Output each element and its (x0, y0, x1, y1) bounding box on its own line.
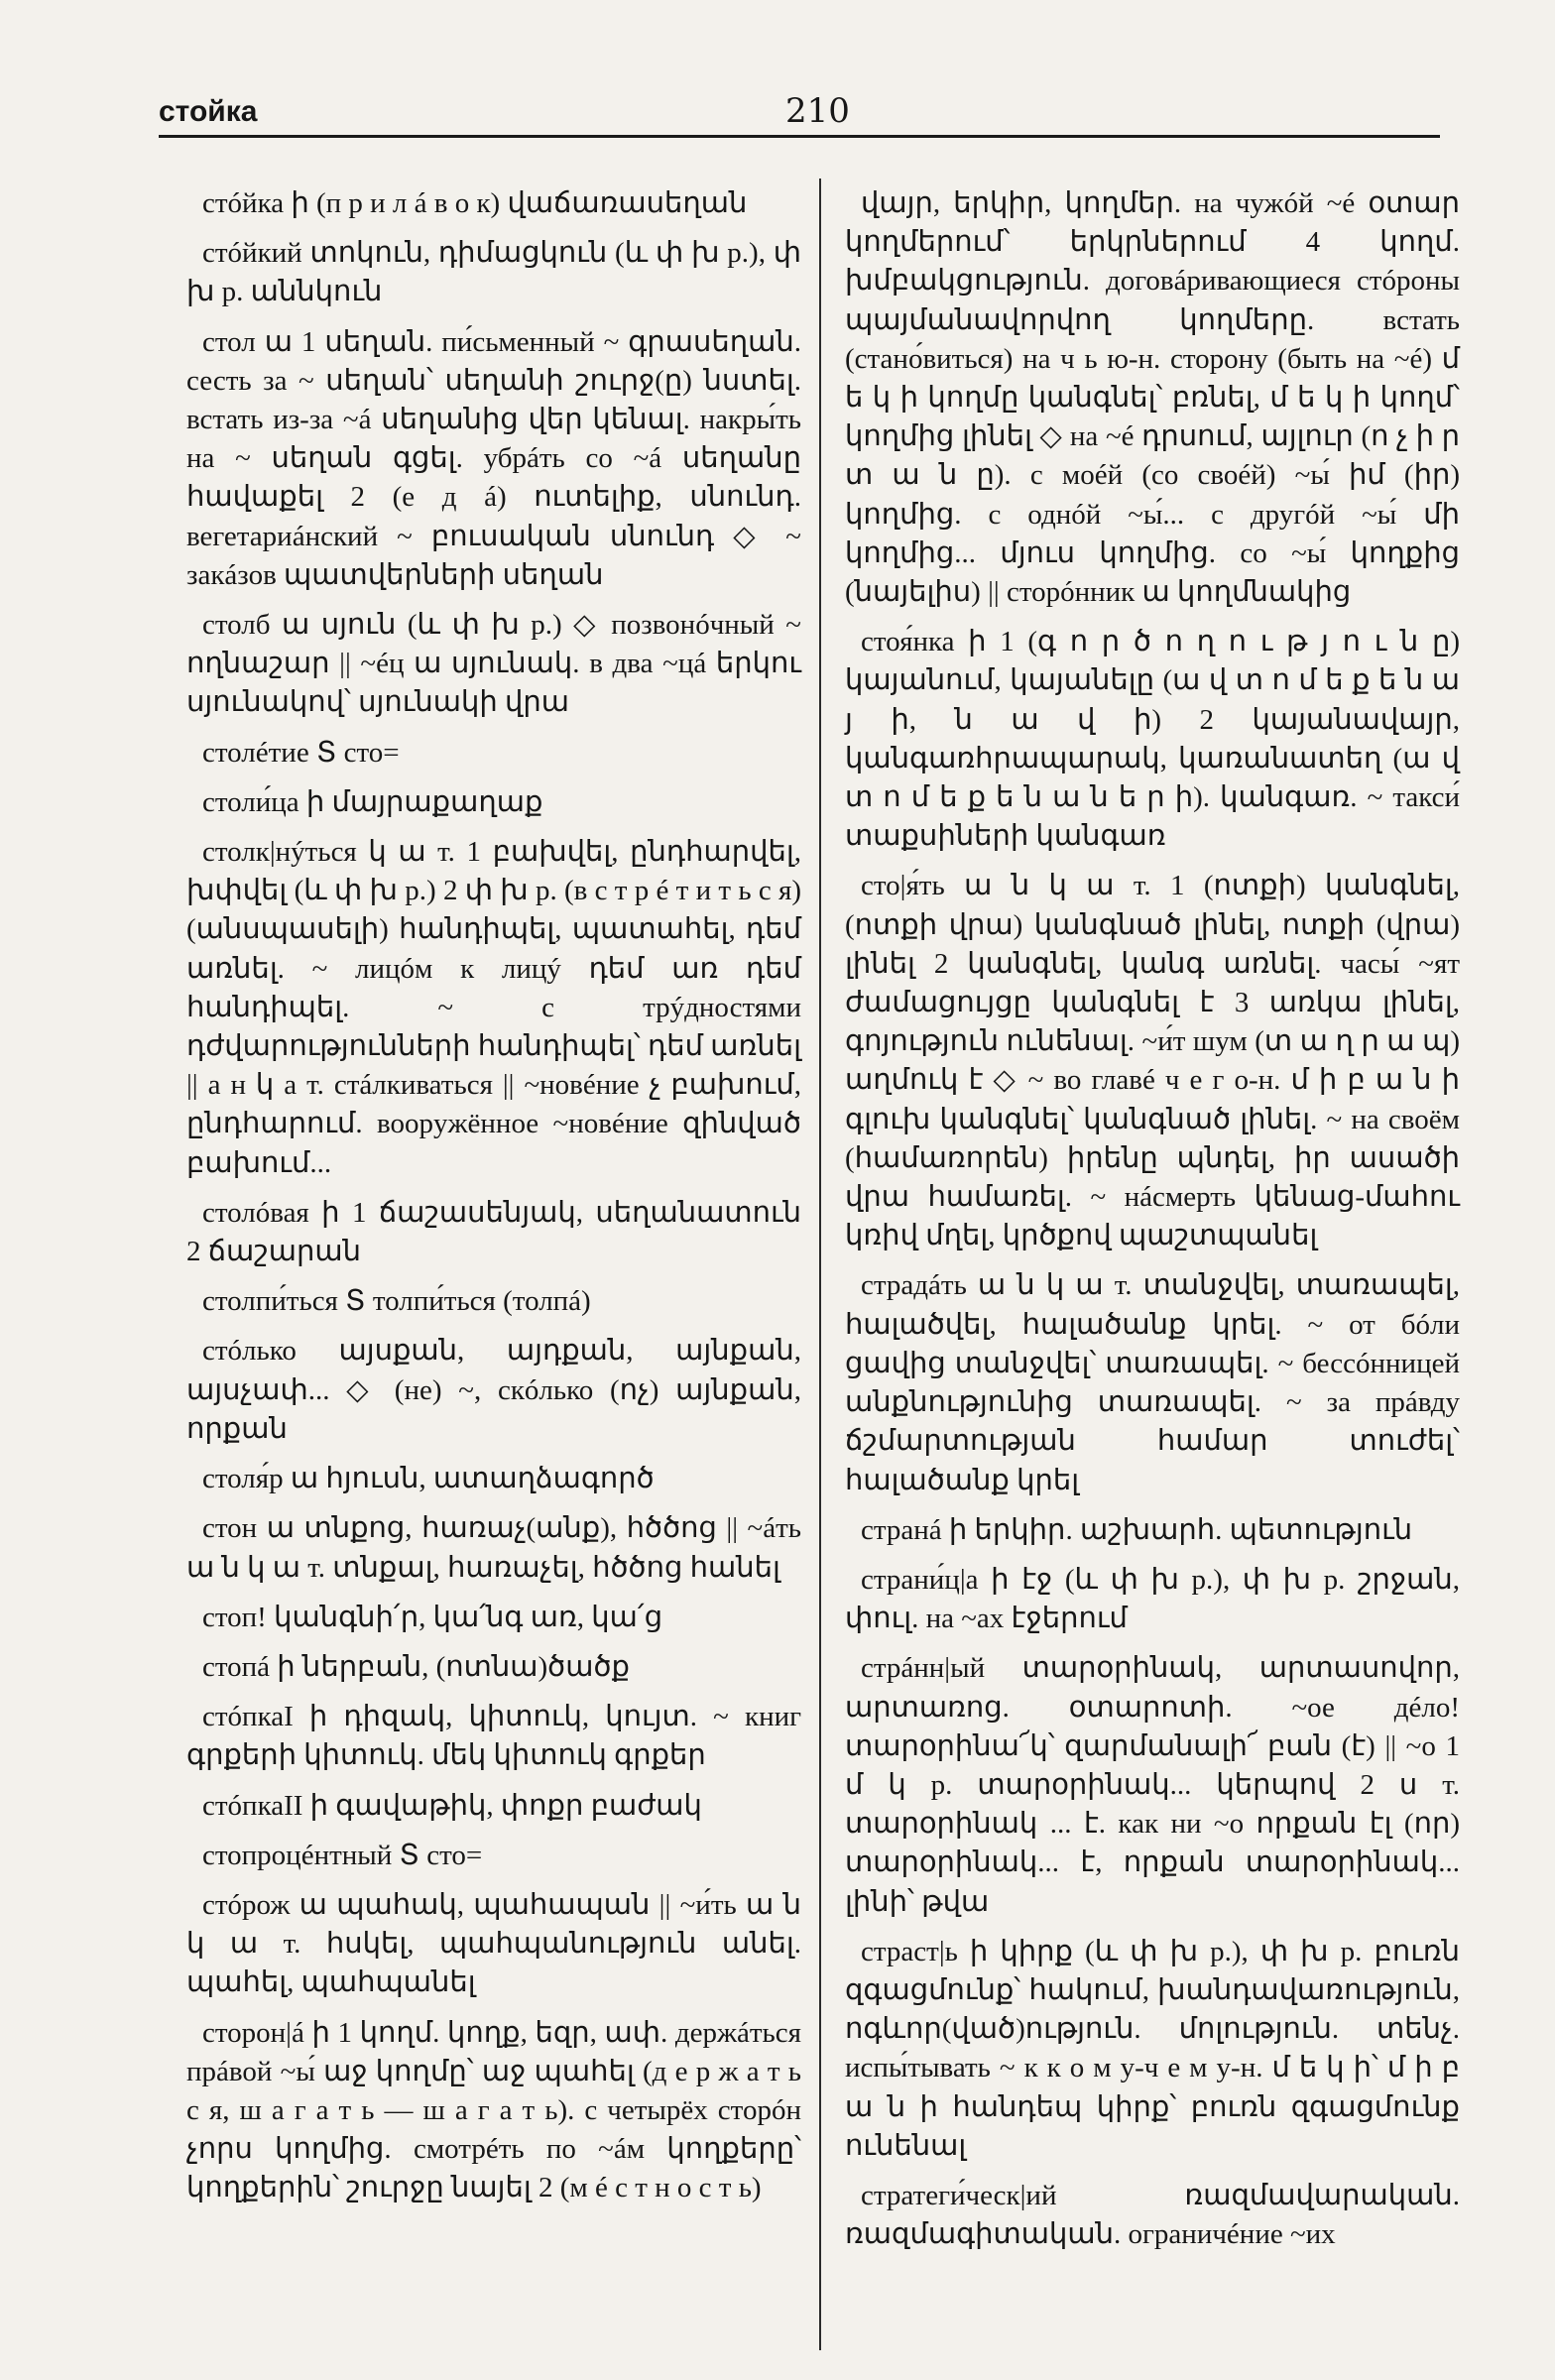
dictionary-entry: сторон|á ի 1 կողմ. կողք, եզր, ափ. держáться прáвой ~ы́ աջ կողմը՝ աջ պահել (д е р ж а т ь с я, ш а г а т ь — ш а г а т ь). с четырёх сторóн չորս կողմից. смотрéть по ~áм կողքերը՝ կողքերին՝ շուրջը նայել 2 (м é с т н о с т ь) (186, 2016, 801, 2204)
dictionary-entry: стоп! կանգնի՛ր, կա՛նգ առ, կա՛ց (202, 1601, 663, 1633)
dictionary-entry: стóрож ա պահակ, պահապան || ~и́ть ա ն կ ա т. հսկել, պահպանություն անել. պահել, պահպանել (186, 1888, 801, 1999)
dictionary-entry: стоя́нка ի 1 (գ ո ր ծ ո ղ ո ւ թ յ ո ւ ն ը) կայանում, կայանելը (ա վ տ ո մ ե ք ե ն ա յ ի, ն ա վ ի) 2 կայանավայր, կանգառհրապարակ, կառանատեղ (ա վ տ ո մ ե ք ե ն ա ն ե ր ի). կանգառ. ~ такси́ տաքսիների կանգառ (845, 626, 1460, 853)
dictionary-entry: стопá ի ներբան, (ոտնա)ծածք (202, 1650, 630, 1683)
dictionary-entry: стрáнн|ый տարօրինակ, արտասովոր, արտառոց. օտարոտի. ~ое дéло! տարօրինա՜կ՝ զարմանալի՜ բան (է) || ~о 1 մ կ р. տարօրինակ... կերպով 2 ս т. տարօրինակ ... է. как ни ~о որքան էլ (որ) տարօրինակ... է, որքան տարօրինակ... լինի՝ թվա (845, 1652, 1460, 1918)
dictionary-entry: վայր, երկիր, կողմեր. на чужóй ~é օտար կողմերում՝ երկրներում 4 կողմ. խմբակցություն. договáривающиеся стóроны պայմանավորվող կողմերը. встать (стано́виться) на ч ь ю-н. сторону (быть на ~é) մ ե կ ի կողմը կանգնել՝ բռնել, մ ե կ ի կողմ՝ կողմից լինել ◇ на ~é դրսում, այլուր (ո չ ի ր տ ա ն ը). с моéй (со своéй) ~ы́ իմ (իր) կողմից. с однóй ~ы́... с другóй ~ы́ մի կողմից... մյուս կողմից. со ~ы́ կողքից (նայելիս) || сторóнник ա կողմնակից (845, 187, 1460, 609)
header-rule (159, 135, 1440, 138)
page-number: 210 (785, 91, 850, 131)
dictionary-entry: стон ա տնքոց, հառաչ(անք), հծծոց || ~áть ա ն կ ա т. տնքալ, հառաչել, հծծոց հանել (186, 1512, 801, 1584)
dictionary-entry: странá ի երկիր. աշխարհ. պետություն (861, 1513, 1413, 1546)
dictionary-entry: столк|нýться կ ա т. 1 բախվել, ընդհարվել, խփվել (և փ խ р.) 2 փ խ р. (в с т р é т и т ь с я) (անսպասելի) հանդիպել, պատահել, դեմ առնել. ~ лицóм к лицý դեմ առ դեմ հանդիպել. ~ с трýдностями դժվարությունների հանդիպել՝ դեմ առնել || а н կ а т. стáлкиваться || ~новéние չ բախում, ընդհարում. воорyжённое ~новéние զինված բախում... (186, 836, 801, 1179)
page-header (159, 91, 1438, 139)
dictionary-entry: стратеги́ческ|ий ռազմավարական. ռազմագիտական. ограничéние ~их (845, 2179, 1460, 2251)
dictionary-entry: стóйкий տոկուն, դիմացկուն (և փ խ р.), փ խ р. աննկուն (186, 237, 801, 308)
dictionary-entry: страст|ь ի կիրք (և փ խ р.), փ խ р. բուռն զգացմունք՝ հակում, խանդավառություն, ոգևոր(ված)ություն. մոլություն. տենչ. испы́тывать ~ к к о м у-ч е м у-н. մ ե կ ի՝ մ ի բ ա ն ի հանդեպ կիրք՝ բուռն զգացմունք ունենալ (845, 1935, 1460, 2162)
dictionary-entry: стóлько այսքան, այդքան, այնքան, այսչափ... ◇ (не) ~, скóлько (ոչ) այնքան, որքան (186, 1335, 801, 1445)
dictionary-entry: стол ա 1 սեղան. пи́сьменный ~ գրասեղան. сесть за ~ սեղան՝ սեղանի շուրջ(ը) նստել. встать из-за ~á սեղանից վեր կենալ. накры́ть на ~ սեղան գցել. убрáть со ~á սեղանը հավաքել 2 (е д á) ուտելիք, սնունդ. вегетариáнский ~ բուսական սնունդ ◇ ~ закáзов պատվերների սեղան (186, 325, 801, 591)
dictionary-entry: столб ա սյուն (և փ խ р.) ◇ позвонóчный ~ ողնաշար || ~éц ա սյունակ. в два ~цá երկու սյունակով՝ սյունակի վրա (186, 609, 801, 719)
dictionary-entry: столéтие Տ сто= (202, 736, 400, 769)
dictionary-entry: столóвая ի 1 ճաշասենյակ, սեղանատուն 2 ճաշարան (186, 1196, 801, 1268)
right-column (845, 184, 1460, 2265)
dictionary-entry: стóйка ի (п р и л á в о к) վաճառասեղան (202, 187, 748, 219)
dictionary-entry: столпи́ться Տ толпи́ться (толпá) (202, 1285, 591, 1318)
dictionary-entry: страдáть ա ն կ ա т. տանջվել, տառապել, հալածվել, հալածանք կրել. ~ от бóли ցավից տանջվել՝ տառապել. ~ бессóнницей անքնությունից տառապել. ~ за прáвду ճշմարտության համար տուժել՝ հալածանք կրել (845, 1269, 1460, 1496)
dictionary-entry: стóпкаII ի գավաթիկ, փոքր բաժակ (202, 1789, 702, 1822)
running-head: стойка (159, 95, 258, 128)
dictionary-entry: столя́р ա հյուսն, ատաղձագործ (202, 1463, 655, 1495)
dictionary-entry: стопроцéнтный Տ сто= (202, 1839, 483, 1871)
dictionary-entry: столи́ца ի մայրաքաղաք (202, 785, 543, 818)
dictionary-entry: страни́ц|а ի էջ (և փ խ р.), փ խ р. շրջան, փուլ. на ~ах էջերում (845, 1563, 1460, 1635)
dictionary-entry: стóпкаI ի դիզակ, կիտուկ, կույտ. ~ книг գրքերի կիտուկ. մեկ կիտուկ գրքեր (186, 1701, 801, 1772)
left-column (186, 184, 801, 2219)
dictionary-entry: сто|я́ть ա ն կ ա т. 1 (ոտքի) կանգնել, (ոտքի վրա) կանգնած լինել, ոտքի (վրա) լինել 2 կանգնել, կանգ առնել. часы́ ~ят ժամացույցը կանգնել է 3 առկա լինել, գոյություն ունենալ. ~и́т шум (տ ա ղ ր ա պ) աղմուկ է ◇ ~ во главé ч е г о-н. մ ի բ ա ն ի գլուխ կանգնել՝ կանգնած լինել. ~ на своём (համառորեն) իրենը պնդել, իր ասածի վրա համառել. ~ нáсмерть կենաց-մահու կռիվ մղել, կրծքով պաշտպանել (845, 870, 1460, 1252)
column-divider (819, 178, 821, 2350)
